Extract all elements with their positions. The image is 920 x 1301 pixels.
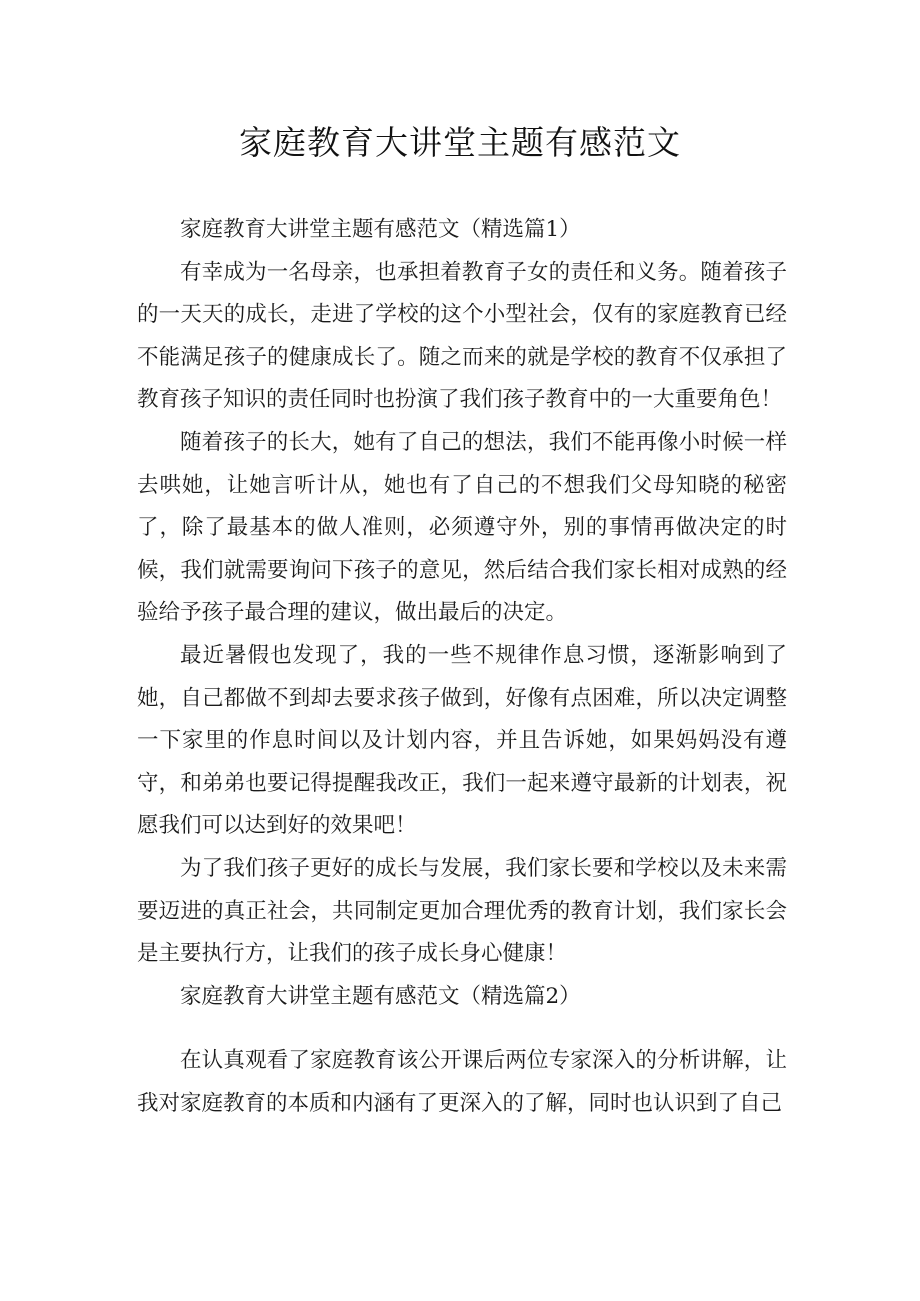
paragraph: 有幸成为一名母亲，也承担着教育子女的责任和义务。随着孩子的一天天的成长，走进了学校的这个小型社会，仅有的家庭教育已经不能满足孩子的健康成长了。随之而来的就是学校的教育不仅承担了教育孩子知识的责任同时也扮演了我们孩子教育中的一大重要角色！ [137,259,787,413]
paragraph: 在认真观看了家庭教育该公开课后两位专家深入的分析讲解，让我对家庭教育的本质和内涵有了更深入的了解，同时也认识到了自己 [137,1048,787,1116]
document-title: 家庭教育大讲堂主题有感范文 [239,123,681,162]
paragraph: 最近暑假也发现了，我的一些不规律作息习惯，逐渐影响到了她，自己都做不到却去要求孩子做到，好像有点困难，所以决定调整一下家里的作息时间以及计划内容，并且告诉她，如果妈妈没有遵守，和弟弟也要记得提醒我改正，我们一起来遵守最新的计划表，祝愿我们可以达到好的效果吧！ [137,642,787,839]
paragraph: 为了我们孩子更好的成长与发展，我们家长要和学校以及未来需要迈进的真正社会，共同制定更加合理优秀的教育计划，我们家长会是主要执行方，让我们的孩子成长身心健康！ [137,855,787,967]
section-heading: 家庭教育大讲堂主题有感范文（精选篇2） [180,983,581,1009]
section-heading: 家庭教育大讲堂主题有感范文（精选篇1） [180,217,581,242]
document-body [137,209,787,1125]
section-spacer [137,1018,787,1040]
paragraph: 随着孩子的长大，她有了自己的想法，我们不能再像小时候一样去哄她，让她言听计从，她也有了自己的不想我们父母知晓的秘密了，除了最基本的做人准则，必须遵守外，别的事情再做决定的时候，我们就需要询问下孩子的意见，然后结合我们家长相对成熟的经验给予孩子最合理的建议，做出最后的决定。 [137,429,787,626]
